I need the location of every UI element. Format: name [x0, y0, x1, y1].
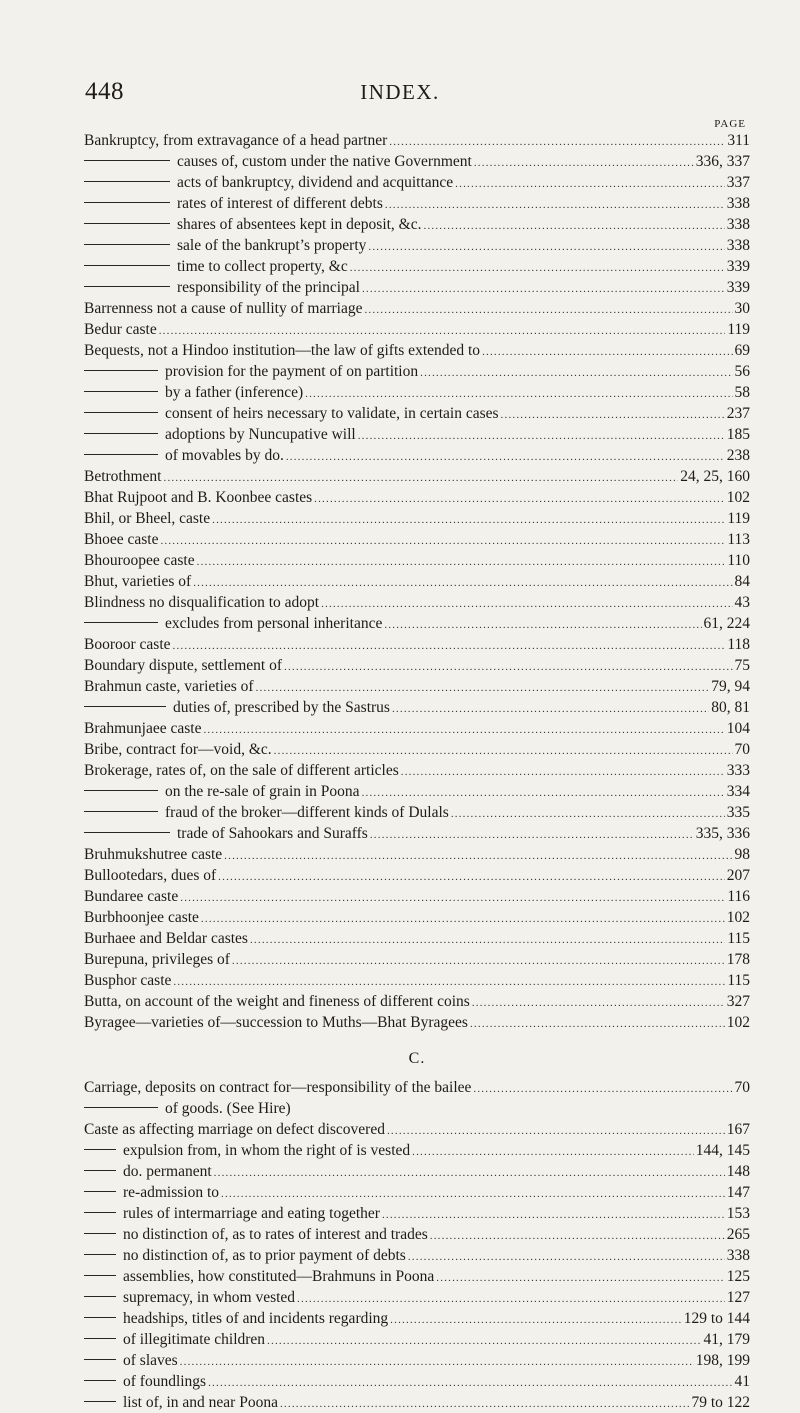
entry-page-ref: 69 [734, 342, 750, 359]
dot-leader [280, 1394, 689, 1413]
index-entry [84, 487, 750, 508]
entry-text: consent of heirs necessary to validate, in certain cases [165, 405, 499, 422]
index-entry [84, 634, 750, 655]
ditto-dash [84, 286, 170, 287]
entry-text: Blindness no disqualification to adopt [84, 594, 320, 611]
index-entry [84, 592, 750, 613]
entry-page-ref: 115 [727, 930, 750, 947]
entry-page-ref: 61, 224 [703, 615, 750, 632]
ditto-dash [84, 790, 158, 791]
dot-leader [455, 174, 725, 193]
entry-page-ref: 41, 179 [703, 1331, 750, 1348]
entry-text: Betrothment [84, 468, 162, 485]
index-entry [84, 298, 750, 319]
entry-text: Bedur caste [84, 321, 157, 338]
index-entry [84, 235, 750, 256]
index-entry [84, 1203, 750, 1224]
dot-leader [472, 993, 725, 1012]
entry-text: Bullootedars, dues of [84, 867, 217, 884]
dot-leader [364, 300, 732, 319]
index-entry [84, 361, 750, 382]
entry-text: provision for the payment of on partition [165, 363, 419, 380]
dot-leader [256, 678, 710, 697]
entry-page-ref: 207 [726, 867, 750, 884]
entry-text: of movables by do. [165, 447, 284, 464]
entry-page-ref: 79 to 122 [691, 1394, 750, 1411]
entry-page-ref: 185 [726, 426, 750, 443]
index-entry [84, 382, 750, 403]
entry-page-ref: 148 [726, 1163, 750, 1180]
dot-leader [368, 237, 724, 256]
entry-text: list of, in and near Poona [123, 1394, 278, 1411]
entry-text: do. permanent [123, 1163, 212, 1180]
index-entry [84, 1098, 750, 1119]
entry-page-ref: 153 [726, 1205, 750, 1222]
entry-page-ref: 102 [726, 1014, 750, 1031]
entry-text: no distinction of, as to prior payment of debts [123, 1247, 406, 1264]
entry-page-ref: 75 [734, 657, 750, 674]
ditto-dash [84, 1275, 116, 1276]
entry-text: rules of intermarriage and eating together [123, 1205, 380, 1222]
entry-page-ref: 41 [734, 1373, 750, 1390]
entry-text: Barrenness not a cause of nullity of marriage [84, 300, 363, 317]
entry-page-ref: 58 [734, 384, 750, 401]
entry-text: by a father (inference) [165, 384, 304, 401]
index-entry [84, 1371, 750, 1392]
index-entry [84, 1392, 750, 1413]
entry-page-ref: 198, 199 [695, 1352, 750, 1369]
entry-page-ref: 104 [726, 720, 750, 737]
entry-text: Bhut, varieties of [84, 573, 192, 590]
dot-leader [362, 783, 725, 802]
entry-page-ref: 98 [734, 846, 750, 863]
entry-text: Carriage, deposits on contract for—responsibility of the bailee [84, 1079, 472, 1096]
dot-leader [221, 1184, 725, 1203]
entry-page-ref: 335 [726, 804, 750, 821]
dot-leader [212, 510, 725, 529]
entry-page-ref: 116 [727, 888, 750, 905]
dot-leader [164, 468, 679, 487]
index-entry [84, 529, 750, 550]
ditto-dash [84, 244, 170, 245]
index-entry [84, 1350, 750, 1371]
dot-leader [436, 1268, 724, 1287]
dot-leader [389, 132, 725, 151]
index-entry [84, 508, 750, 529]
entry-page-ref: 339 [726, 258, 750, 275]
entry-text: Byragee—varieties of—succession to Muths—Bhat Byragees [84, 1014, 468, 1031]
dot-leader [274, 741, 733, 760]
ditto-dash [84, 412, 158, 413]
entry-text: sale of the bankrupt’s property [177, 237, 367, 254]
entry-text: Bhouroopee caste [84, 552, 195, 569]
dot-leader [193, 573, 732, 592]
page-number: 448 [85, 78, 124, 105]
entry-text: adoptions by Nuncupative will [165, 426, 356, 443]
entry-text: assemblies, how constituted—Brahmuns in Poona [123, 1268, 435, 1285]
entry-page-ref: 43 [734, 594, 750, 611]
dot-leader [382, 1205, 725, 1224]
index-entry [84, 256, 750, 277]
dot-leader [232, 951, 725, 970]
entry-page-ref: 144, 145 [695, 1142, 750, 1159]
ditto-dash [84, 1338, 116, 1339]
index-entry [84, 613, 750, 634]
entry-text: of illegitimate children [123, 1331, 266, 1348]
index-entry [84, 718, 750, 739]
entry-page-ref: 102 [726, 489, 750, 506]
index-entry [84, 928, 750, 949]
ditto-dash [84, 265, 170, 266]
entry-text: duties of, prescribed by the Sastrus [173, 699, 390, 716]
entry-text: of foundlings [123, 1373, 207, 1390]
entry-page-ref: 110 [727, 552, 750, 569]
dot-leader [321, 594, 732, 613]
dot-leader [370, 825, 694, 844]
index-entry [84, 697, 750, 718]
index-entry [84, 319, 750, 340]
dot-leader [201, 909, 725, 928]
entry-text: Burepuna, privileges of [84, 951, 230, 968]
ditto-dash [84, 433, 158, 434]
index-entry [84, 466, 750, 487]
entry-text: on the re-sale of grain in Poona [165, 783, 360, 800]
entry-text: Burhaee and Beldar castes [84, 930, 248, 947]
entry-text: rates of interest of different debts [177, 195, 383, 212]
entry-page-ref: 84 [734, 573, 750, 590]
dot-leader [470, 1014, 725, 1033]
page-column-label: PAGE [714, 118, 746, 130]
entry-page-ref: 338 [726, 195, 750, 212]
index-entry [84, 424, 750, 445]
dot-leader [412, 1142, 694, 1161]
dot-leader [286, 447, 725, 466]
entry-page-ref: 119 [727, 510, 750, 527]
index-entry [84, 1161, 750, 1182]
entry-page-ref: 336, 337 [695, 153, 750, 170]
entry-text: time to collect property, &c [177, 258, 348, 275]
entry-text: Bruhmukshutree caste [84, 846, 223, 863]
dot-leader [420, 363, 732, 382]
ditto-dash [84, 1170, 116, 1171]
entry-text: trade of Sahookars and Suraffs [177, 825, 368, 842]
ditto-dash [84, 181, 170, 182]
dot-leader [424, 216, 725, 235]
ditto-dash [84, 1296, 116, 1297]
entry-page-ref: 119 [727, 321, 750, 338]
dot-leader [390, 1310, 682, 1329]
index-entry [84, 970, 750, 991]
index-entry [84, 949, 750, 970]
ditto-dash [84, 811, 158, 812]
ditto-dash [84, 832, 170, 833]
dot-leader [451, 804, 725, 823]
entry-text: Brahmunjaee caste [84, 720, 202, 737]
dot-leader [197, 552, 726, 571]
dot-leader [305, 384, 732, 403]
entry-page-ref: 333 [726, 762, 750, 779]
entry-page-ref: 339 [726, 279, 750, 296]
dot-leader [350, 258, 725, 277]
entry-page-ref: 338 [726, 237, 750, 254]
entry-text: Bankruptcy, from extravagance of a head partner [84, 132, 388, 149]
entry-text: Bequests, not a Hindoo institution—the law of gifts extended to [84, 342, 481, 359]
entry-page-ref: 147 [726, 1184, 750, 1201]
index-entry [84, 1140, 750, 1161]
entry-text: responsibility of the principal [177, 279, 360, 296]
entry-page-ref: 337 [726, 174, 750, 191]
entry-page-ref: 115 [727, 972, 750, 989]
dot-leader [267, 1331, 701, 1350]
dot-leader [501, 405, 725, 424]
ditto-dash [84, 1317, 116, 1318]
entry-page-ref: 167 [726, 1121, 750, 1138]
dot-leader [173, 972, 725, 991]
index-entry [84, 277, 750, 298]
entry-text: Boundary dispute, settlement of [84, 657, 283, 674]
entry-text: Burbhoonjee caste [84, 909, 199, 926]
index-entry [84, 844, 750, 865]
entry-page-ref: 70 [734, 741, 750, 758]
index-entry [84, 1224, 750, 1245]
index-entry [84, 823, 750, 844]
index-entry [84, 445, 750, 466]
index-entry [84, 193, 750, 214]
entry-text: fraud of the broker—different kinds of Dulals [165, 804, 449, 821]
dot-leader [214, 1163, 725, 1182]
ditto-dash [84, 622, 158, 623]
index-entry [84, 1245, 750, 1266]
dot-leader [482, 342, 732, 361]
entry-page-ref: 238 [726, 447, 750, 464]
index-entry [84, 760, 750, 781]
entry-text: Booroor caste [84, 636, 171, 653]
index-entry [84, 1266, 750, 1287]
ditto-dash [84, 706, 166, 707]
entry-text: Bhat Rujpoot and B. Koonbee castes [84, 489, 313, 506]
dot-leader [362, 279, 725, 298]
index-entry [84, 907, 750, 928]
entry-text: re-admission to [123, 1184, 219, 1201]
entry-page-ref: 334 [726, 783, 750, 800]
entry-text: of goods. (See Hire) [165, 1100, 291, 1117]
entry-page-ref: 80, 81 [711, 699, 750, 716]
dot-leader [358, 426, 725, 445]
ditto-dash [84, 160, 170, 161]
running-title: INDEX. [360, 80, 440, 104]
entry-page-ref: 311 [727, 132, 750, 149]
index-entries [84, 130, 750, 1413]
dot-leader [250, 930, 725, 949]
dot-leader [173, 636, 726, 655]
dot-leader [408, 1247, 725, 1266]
ditto-dash [84, 1380, 116, 1381]
index-entry [84, 802, 750, 823]
dot-leader [297, 1289, 725, 1308]
ditto-dash [84, 391, 158, 392]
entry-page-ref: 102 [726, 909, 750, 926]
entry-text: Brokerage, rates of, on the sale of different articles [84, 762, 399, 779]
dot-leader [430, 1226, 725, 1245]
ditto-dash [84, 370, 158, 371]
dot-leader [208, 1373, 732, 1392]
index-entry [84, 865, 750, 886]
dot-leader [314, 489, 725, 508]
index-entry [84, 991, 750, 1012]
entry-page-ref: 30 [734, 300, 750, 317]
entry-text: Bhil, or Bheel, caste [84, 510, 211, 527]
entry-text: Caste as affecting marriage on defect discovered [84, 1121, 385, 1138]
entry-text: shares of absentees kept in deposit, &c. [177, 216, 422, 233]
index-entry [84, 571, 750, 592]
dot-leader [159, 321, 726, 340]
entry-page-ref: 338 [726, 216, 750, 233]
index-entry [84, 403, 750, 424]
entry-text: excludes from personal inheritance [165, 615, 383, 632]
entry-page-ref: 127 [726, 1289, 750, 1306]
ditto-dash [84, 1233, 116, 1234]
index-entry [84, 781, 750, 802]
entry-page-ref: 56 [734, 363, 750, 380]
index-entry [84, 1012, 750, 1033]
entry-page-ref: 24, 25, 160 [680, 468, 750, 485]
ditto-dash [84, 223, 170, 224]
dot-leader [160, 531, 725, 550]
dot-leader [180, 888, 725, 907]
entry-text: Busphor caste [84, 972, 172, 989]
entry-text: of slaves [123, 1352, 178, 1369]
index-entry [84, 550, 750, 571]
entry-text: causes of, custom under the native Government [177, 153, 472, 170]
ditto-dash [84, 454, 158, 455]
index-entry [84, 340, 750, 361]
dot-leader [401, 762, 725, 781]
index-entry [84, 655, 750, 676]
index-entry [84, 1329, 750, 1350]
entry-text: headships, titles of and incidents regarding [123, 1310, 389, 1327]
dot-leader [203, 720, 724, 739]
section-letter: C. [408, 1050, 426, 1067]
index-entry [84, 151, 750, 172]
dot-leader [384, 615, 701, 634]
dot-leader [392, 699, 709, 718]
dot-leader [218, 867, 725, 886]
entry-page-ref: 265 [726, 1226, 750, 1243]
entry-text: Bhoee caste [84, 531, 159, 548]
entry-text: Bribe, contract for—void, &c. [84, 741, 272, 758]
ditto-dash [84, 1401, 116, 1402]
ditto-dash [84, 1107, 158, 1108]
dot-leader [387, 1121, 725, 1140]
index-entry [84, 1119, 750, 1140]
entry-page-ref: 118 [727, 636, 750, 653]
entry-text: Bundaree caste [84, 888, 179, 905]
ditto-dash [84, 1191, 116, 1192]
dot-leader [180, 1352, 694, 1371]
ditto-dash [84, 1212, 116, 1213]
entry-page-ref: 178 [726, 951, 750, 968]
ditto-dash [84, 1254, 116, 1255]
index-entry [84, 886, 750, 907]
dot-leader [474, 153, 694, 172]
entry-page-ref: 335, 336 [695, 825, 750, 842]
entry-page-ref: 125 [726, 1268, 750, 1285]
dot-leader [224, 846, 732, 865]
entry-page-ref: 327 [726, 993, 750, 1010]
entry-text: no distinction of, as to rates of interest and trades [123, 1226, 428, 1243]
ditto-dash [84, 1149, 116, 1150]
index-entry [84, 739, 750, 760]
ditto-dash [84, 202, 170, 203]
index-entry [84, 130, 750, 151]
entry-page-ref: 70 [734, 1079, 750, 1096]
entry-text: supremacy, in whom vested [123, 1289, 296, 1306]
index-entry [84, 214, 750, 235]
entry-page-ref: 129 to 144 [683, 1310, 750, 1327]
entry-text: Brahmun caste, varieties of [84, 678, 254, 695]
entry-page-ref: 237 [726, 405, 750, 422]
entry-page-ref: 338 [726, 1247, 750, 1264]
entry-text: expulsion from, in whom the right of is vested [123, 1142, 411, 1159]
index-entry [84, 676, 750, 697]
index-entry [84, 172, 750, 193]
ditto-dash [84, 1359, 116, 1360]
index-entry [84, 1182, 750, 1203]
entry-page-ref: 79, 94 [711, 678, 750, 695]
dot-leader [385, 195, 725, 214]
entry-text: Butta, on account of the weight and fineness of different coins [84, 993, 470, 1010]
entry-text: acts of bankruptcy, dividend and acquittance [177, 174, 454, 191]
dot-leader [473, 1079, 732, 1098]
index-entry [84, 1287, 750, 1308]
index-entry [84, 1308, 750, 1329]
dot-leader [284, 657, 732, 676]
index-entry [84, 1077, 750, 1098]
entry-page-ref: 113 [727, 531, 750, 548]
